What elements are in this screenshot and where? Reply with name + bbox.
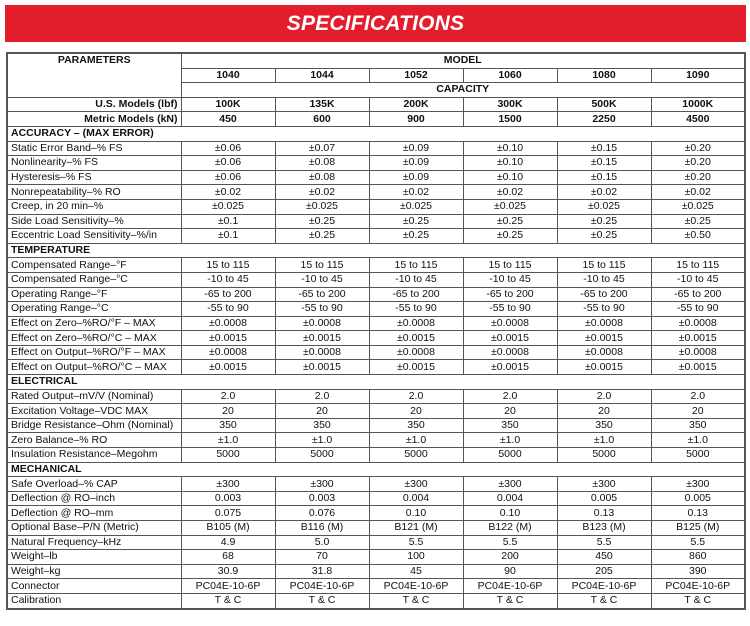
spec-value: B125 (M) bbox=[651, 521, 745, 536]
table-row bbox=[7, 156, 745, 171]
spec-value: T & C bbox=[369, 593, 463, 608]
table-row bbox=[7, 360, 745, 375]
spec-value: ±0.025 bbox=[651, 199, 745, 214]
parameter-label: Eccentric Load Sensitivity–%/in bbox=[7, 229, 181, 244]
spec-value: -65 to 200 bbox=[651, 287, 745, 302]
header-row-model bbox=[7, 53, 745, 68]
capacity-value: 900 bbox=[369, 112, 463, 127]
table-row bbox=[7, 491, 745, 506]
spec-value: ±0.1 bbox=[181, 214, 275, 229]
capacity-value: 600 bbox=[275, 112, 369, 127]
title-banner bbox=[5, 5, 746, 42]
spec-value: ±0.20 bbox=[651, 170, 745, 185]
spec-value: 15 to 115 bbox=[181, 258, 275, 273]
parameter-label: Natural Frequency–kHz bbox=[7, 535, 181, 550]
spec-value: ±0.0008 bbox=[369, 316, 463, 331]
spec-value: 0.075 bbox=[181, 506, 275, 521]
spec-value: ±0.06 bbox=[181, 141, 275, 156]
capacity-row bbox=[7, 112, 745, 127]
spec-value: ±0.15 bbox=[557, 170, 651, 185]
parameter-label: Weight–kg bbox=[7, 564, 181, 579]
section-title: TEMPERATURE bbox=[7, 243, 745, 258]
spec-value: 20 bbox=[181, 404, 275, 419]
spec-value: -65 to 200 bbox=[557, 287, 651, 302]
parameter-label: Static Error Band–% FS bbox=[7, 141, 181, 156]
spec-value: 350 bbox=[557, 418, 651, 433]
capacity-value: 4500 bbox=[651, 112, 745, 127]
parameter-label: Effect on Zero–%RO/°F – MAX bbox=[7, 316, 181, 331]
spec-value: PC04E-10-6P bbox=[181, 579, 275, 594]
spec-value: 5.5 bbox=[557, 535, 651, 550]
parameter-label: Nonrepeatability–% RO bbox=[7, 185, 181, 200]
spec-value: ±0.25 bbox=[275, 214, 369, 229]
table-row bbox=[7, 448, 745, 463]
capacity-row bbox=[7, 97, 745, 112]
spec-value: ±0.0008 bbox=[181, 316, 275, 331]
spec-value: 20 bbox=[651, 404, 745, 419]
spec-value: -65 to 200 bbox=[275, 287, 369, 302]
parameter-label: Rated Output–mV/V (Nominal) bbox=[7, 389, 181, 404]
spec-value: ±300 bbox=[275, 477, 369, 492]
spec-value: ±0.10 bbox=[463, 141, 557, 156]
spec-value: ±0.0008 bbox=[651, 316, 745, 331]
table-row bbox=[7, 579, 745, 594]
spec-value: 350 bbox=[275, 418, 369, 433]
capacity-label: U.S. Models (lbf) bbox=[7, 97, 181, 112]
spec-value: ±300 bbox=[463, 477, 557, 492]
spec-value: ±0.50 bbox=[651, 229, 745, 244]
spec-value: 15 to 115 bbox=[651, 258, 745, 273]
parameter-label: Deflection @ RO–mm bbox=[7, 506, 181, 521]
spec-value: 5.5 bbox=[651, 535, 745, 550]
parameter-label: Safe Overload–% CAP bbox=[7, 477, 181, 492]
spec-value: 15 to 115 bbox=[557, 258, 651, 273]
spec-value: ±0.0015 bbox=[369, 360, 463, 375]
spec-value: 15 to 115 bbox=[369, 258, 463, 273]
spec-value: 100 bbox=[369, 550, 463, 565]
table-row bbox=[7, 302, 745, 317]
parameter-label: Effect on Output–%RO/°C – MAX bbox=[7, 360, 181, 375]
spec-value: ±0.0015 bbox=[369, 331, 463, 346]
spec-value: 0.004 bbox=[463, 491, 557, 506]
spec-value: ±1.0 bbox=[275, 433, 369, 448]
spec-value: 0.10 bbox=[369, 506, 463, 521]
spec-value: ±0.09 bbox=[369, 156, 463, 171]
spec-value: 5000 bbox=[275, 448, 369, 463]
spec-value: ±0.025 bbox=[275, 199, 369, 214]
spec-value: -55 to 90 bbox=[463, 302, 557, 317]
capacity-value: 1500 bbox=[463, 112, 557, 127]
capacity-value: 450 bbox=[181, 112, 275, 127]
table-row bbox=[7, 185, 745, 200]
section-header-row bbox=[7, 126, 745, 141]
spec-value: 5000 bbox=[651, 448, 745, 463]
spec-value: -55 to 90 bbox=[181, 302, 275, 317]
spec-value: -55 to 90 bbox=[557, 302, 651, 317]
spec-value: ±0.025 bbox=[463, 199, 557, 214]
specifications-table bbox=[6, 52, 746, 610]
spec-value: B122 (M) bbox=[463, 521, 557, 536]
spec-value: -10 to 45 bbox=[557, 272, 651, 287]
spec-value: ±0.0008 bbox=[369, 345, 463, 360]
section-title: ACCURACY – (MAX ERROR) bbox=[7, 126, 745, 141]
table-row bbox=[7, 331, 745, 346]
capacity-value: 135K bbox=[275, 97, 369, 112]
capacity-label: Metric Models (kN) bbox=[7, 112, 181, 127]
parameter-label: Deflection @ RO–inch bbox=[7, 491, 181, 506]
spec-value: ±0.0015 bbox=[181, 331, 275, 346]
spec-value: 0.004 bbox=[369, 491, 463, 506]
spec-value: ±1.0 bbox=[369, 433, 463, 448]
spec-value: 350 bbox=[181, 418, 275, 433]
spec-value: T & C bbox=[557, 593, 651, 608]
table-row bbox=[7, 404, 745, 419]
table-row bbox=[7, 593, 745, 608]
spec-value: ±0.10 bbox=[463, 156, 557, 171]
model-number: 1052 bbox=[369, 68, 463, 83]
spec-value: 70 bbox=[275, 550, 369, 565]
spec-value: -65 to 200 bbox=[463, 287, 557, 302]
capacity-value: 300K bbox=[463, 97, 557, 112]
spec-value: ±0.25 bbox=[463, 214, 557, 229]
section-header-row bbox=[7, 462, 745, 477]
spec-value: 2.0 bbox=[651, 389, 745, 404]
spec-value: ±0.25 bbox=[369, 214, 463, 229]
spec-value: ±0.0015 bbox=[275, 331, 369, 346]
table-row bbox=[7, 316, 745, 331]
parameter-label: Hysteresis–% FS bbox=[7, 170, 181, 185]
spec-value: 5000 bbox=[557, 448, 651, 463]
spec-value: ±0.02 bbox=[181, 185, 275, 200]
spec-value: 390 bbox=[651, 564, 745, 579]
spec-value: 2.0 bbox=[275, 389, 369, 404]
spec-value: ±0.20 bbox=[651, 141, 745, 156]
spec-value: 205 bbox=[557, 564, 651, 579]
table-row bbox=[7, 170, 745, 185]
spec-value: ±300 bbox=[369, 477, 463, 492]
page-title: SPECIFICATIONS bbox=[286, 11, 465, 35]
parameters-header: PARAMETERS bbox=[7, 53, 181, 97]
table-row bbox=[7, 272, 745, 287]
spec-value: -55 to 90 bbox=[275, 302, 369, 317]
spec-value: ±300 bbox=[181, 477, 275, 492]
spec-value: ±0.0015 bbox=[275, 360, 369, 375]
spec-value: 30.9 bbox=[181, 564, 275, 579]
spec-value: ±0.0008 bbox=[181, 345, 275, 360]
spec-value: ±0.025 bbox=[181, 199, 275, 214]
spec-value: 200 bbox=[463, 550, 557, 565]
spec-value: 5000 bbox=[181, 448, 275, 463]
spec-value: -10 to 45 bbox=[369, 272, 463, 287]
spec-value: 350 bbox=[651, 418, 745, 433]
spec-value: B116 (M) bbox=[275, 521, 369, 536]
spec-value: ±0.02 bbox=[557, 185, 651, 200]
spec-value: -55 to 90 bbox=[651, 302, 745, 317]
spec-value: 20 bbox=[557, 404, 651, 419]
spec-value: PC04E-10-6P bbox=[275, 579, 369, 594]
parameter-label: Calibration bbox=[7, 593, 181, 608]
spec-value: ±0.15 bbox=[557, 156, 651, 171]
table-row bbox=[7, 477, 745, 492]
spec-value: 0.005 bbox=[651, 491, 745, 506]
spec-value: PC04E-10-6P bbox=[651, 579, 745, 594]
spec-value: T & C bbox=[463, 593, 557, 608]
spec-value: ±0.0008 bbox=[463, 345, 557, 360]
table-row bbox=[7, 389, 745, 404]
parameter-label: Side Load Sensitivity–% bbox=[7, 214, 181, 229]
spec-value: ±0.08 bbox=[275, 170, 369, 185]
parameter-label: Compensated Range–°F bbox=[7, 258, 181, 273]
spec-value: 2.0 bbox=[181, 389, 275, 404]
parameter-label: Excitation Voltage–VDC MAX bbox=[7, 404, 181, 419]
spec-value: -10 to 45 bbox=[651, 272, 745, 287]
spec-value: ±0.0008 bbox=[557, 345, 651, 360]
capacity-header: CAPACITY bbox=[181, 83, 745, 98]
spec-value: ±0.25 bbox=[463, 229, 557, 244]
spec-value: T & C bbox=[651, 593, 745, 608]
model-number: 1090 bbox=[651, 68, 745, 83]
spec-value: ±0.25 bbox=[275, 229, 369, 244]
model-number: 1060 bbox=[463, 68, 557, 83]
parameter-label: Weight–lb bbox=[7, 550, 181, 565]
parameter-label: Effect on Zero–%RO/°C – MAX bbox=[7, 331, 181, 346]
parameter-label: Effect on Output–%RO/°F – MAX bbox=[7, 345, 181, 360]
parameter-label: Zero Balance–% RO bbox=[7, 433, 181, 448]
table-row bbox=[7, 418, 745, 433]
section-header-row bbox=[7, 375, 745, 390]
capacity-value: 200K bbox=[369, 97, 463, 112]
spec-value: ±0.02 bbox=[369, 185, 463, 200]
spec-value: ±0.20 bbox=[651, 156, 745, 171]
spec-value: ±1.0 bbox=[181, 433, 275, 448]
spec-value: ±0.02 bbox=[651, 185, 745, 200]
parameter-label: Optional Base–P/N (Metric) bbox=[7, 521, 181, 536]
spec-value: 5000 bbox=[463, 448, 557, 463]
spec-value: 5.0 bbox=[275, 535, 369, 550]
spec-value: 2.0 bbox=[557, 389, 651, 404]
spec-value: ±300 bbox=[651, 477, 745, 492]
spec-value: ±0.1 bbox=[181, 229, 275, 244]
spec-value: T & C bbox=[275, 593, 369, 608]
spec-value: 350 bbox=[463, 418, 557, 433]
spec-value: ±0.02 bbox=[463, 185, 557, 200]
spec-value: ±0.06 bbox=[181, 156, 275, 171]
table-row bbox=[7, 506, 745, 521]
spec-value: 5.5 bbox=[463, 535, 557, 550]
spec-value: 0.005 bbox=[557, 491, 651, 506]
table-row bbox=[7, 345, 745, 360]
table-row bbox=[7, 229, 745, 244]
spec-value: -10 to 45 bbox=[463, 272, 557, 287]
parameter-label: Operating Range–°C bbox=[7, 302, 181, 317]
spec-value: ±0.10 bbox=[463, 170, 557, 185]
spec-value: ±0.0015 bbox=[651, 360, 745, 375]
model-number: 1080 bbox=[557, 68, 651, 83]
spec-value: ±0.0008 bbox=[275, 345, 369, 360]
model-number: 1044 bbox=[275, 68, 369, 83]
spec-value: 90 bbox=[463, 564, 557, 579]
spec-value: 450 bbox=[557, 550, 651, 565]
spec-value: 0.13 bbox=[651, 506, 745, 521]
spec-value: B123 (M) bbox=[557, 521, 651, 536]
parameter-label: Compensated Range–°C bbox=[7, 272, 181, 287]
spec-value: ±0.0008 bbox=[557, 316, 651, 331]
spec-value: ±0.0015 bbox=[463, 360, 557, 375]
table-row bbox=[7, 521, 745, 536]
spec-value: ±0.0015 bbox=[557, 360, 651, 375]
spec-value: ±0.15 bbox=[557, 141, 651, 156]
spec-value: 20 bbox=[463, 404, 557, 419]
spec-value: ±0.0008 bbox=[275, 316, 369, 331]
spec-value: 20 bbox=[275, 404, 369, 419]
section-title: ELECTRICAL bbox=[7, 375, 745, 390]
spec-value: ±0.0015 bbox=[557, 331, 651, 346]
spec-value: ±0.25 bbox=[369, 229, 463, 244]
section-title: MECHANICAL bbox=[7, 462, 745, 477]
parameter-label: Bridge Resistance–Ohm (Nominal) bbox=[7, 418, 181, 433]
spec-value: 20 bbox=[369, 404, 463, 419]
spec-value: 0.003 bbox=[181, 491, 275, 506]
spec-value: -10 to 45 bbox=[275, 272, 369, 287]
parameter-label: Nonlinearity–% FS bbox=[7, 156, 181, 171]
spec-value: ±0.0015 bbox=[181, 360, 275, 375]
spec-value: PC04E-10-6P bbox=[369, 579, 463, 594]
spec-value: 0.003 bbox=[275, 491, 369, 506]
spec-value: 860 bbox=[651, 550, 745, 565]
spec-value: 15 to 115 bbox=[463, 258, 557, 273]
spec-value: ±0.06 bbox=[181, 170, 275, 185]
spec-value: ±1.0 bbox=[463, 433, 557, 448]
spec-value: 2.0 bbox=[463, 389, 557, 404]
parameter-label: Creep, in 20 min–% bbox=[7, 199, 181, 214]
spec-value: 0.10 bbox=[463, 506, 557, 521]
spec-value: -10 to 45 bbox=[181, 272, 275, 287]
spec-value: ±1.0 bbox=[651, 433, 745, 448]
spec-value: ±0.0008 bbox=[651, 345, 745, 360]
spec-value: ±0.25 bbox=[557, 214, 651, 229]
spec-value: 68 bbox=[181, 550, 275, 565]
table-row bbox=[7, 258, 745, 273]
spec-value: -55 to 90 bbox=[369, 302, 463, 317]
spec-value: PC04E-10-6P bbox=[463, 579, 557, 594]
capacity-value: 500K bbox=[557, 97, 651, 112]
spec-value: 5000 bbox=[369, 448, 463, 463]
section-header-row bbox=[7, 243, 745, 258]
spec-value: ±0.0015 bbox=[463, 331, 557, 346]
spec-value: ±0.0015 bbox=[651, 331, 745, 346]
table-row bbox=[7, 141, 745, 156]
parameter-label: Insulation Resistance–Megohm bbox=[7, 448, 181, 463]
spec-value: B105 (M) bbox=[181, 521, 275, 536]
spec-value: ±0.0008 bbox=[463, 316, 557, 331]
spec-value: 2.0 bbox=[369, 389, 463, 404]
spec-value: B121 (M) bbox=[369, 521, 463, 536]
spec-value: ±0.025 bbox=[557, 199, 651, 214]
spec-value: ±0.25 bbox=[651, 214, 745, 229]
model-header: MODEL bbox=[181, 53, 745, 68]
spec-value: 45 bbox=[369, 564, 463, 579]
table-row bbox=[7, 550, 745, 565]
spec-value: 5.5 bbox=[369, 535, 463, 550]
spec-value: 31.8 bbox=[275, 564, 369, 579]
spec-value: ±0.09 bbox=[369, 170, 463, 185]
table-row bbox=[7, 535, 745, 550]
parameter-label: Operating Range–°F bbox=[7, 287, 181, 302]
spec-value: 0.13 bbox=[557, 506, 651, 521]
spec-value: ±0.025 bbox=[369, 199, 463, 214]
table-row bbox=[7, 199, 745, 214]
spec-value: ±0.25 bbox=[557, 229, 651, 244]
table-row bbox=[7, 433, 745, 448]
model-number: 1040 bbox=[181, 68, 275, 83]
spec-value: 15 to 115 bbox=[275, 258, 369, 273]
spec-value: ±0.09 bbox=[369, 141, 463, 156]
spec-value: -65 to 200 bbox=[369, 287, 463, 302]
spec-value: -65 to 200 bbox=[181, 287, 275, 302]
spec-value: ±0.02 bbox=[275, 185, 369, 200]
capacity-value: 100K bbox=[181, 97, 275, 112]
capacity-value: 2250 bbox=[557, 112, 651, 127]
spec-value: ±300 bbox=[557, 477, 651, 492]
capacity-value: 1000K bbox=[651, 97, 745, 112]
spec-value: 0.076 bbox=[275, 506, 369, 521]
parameter-label: Connector bbox=[7, 579, 181, 594]
spec-value: ±0.07 bbox=[275, 141, 369, 156]
spec-value: ±0.08 bbox=[275, 156, 369, 171]
table-row bbox=[7, 214, 745, 229]
table-row bbox=[7, 564, 745, 579]
spec-value: 350 bbox=[369, 418, 463, 433]
spec-value: PC04E-10-6P bbox=[557, 579, 651, 594]
spec-value: 4.9 bbox=[181, 535, 275, 550]
spec-value: ±1.0 bbox=[557, 433, 651, 448]
table-row bbox=[7, 287, 745, 302]
spec-value: T & C bbox=[181, 593, 275, 608]
